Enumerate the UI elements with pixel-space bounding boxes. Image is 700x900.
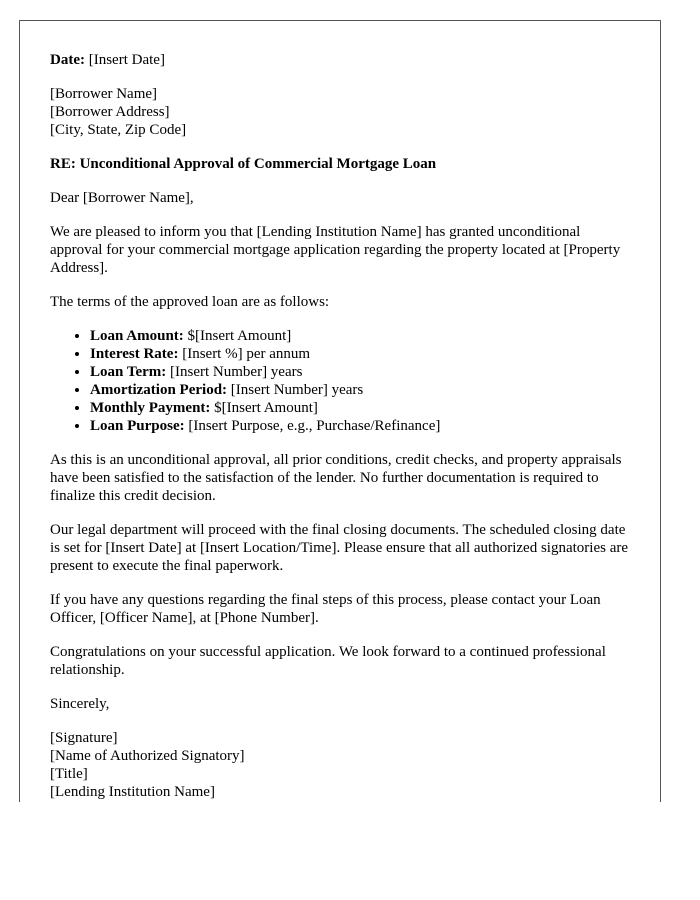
term-value: [Insert %] per annum <box>182 346 311 362</box>
subject-line <box>50 155 630 173</box>
signature-block <box>50 729 630 801</box>
salutation: Dear [Borrower Name], <box>50 190 194 206</box>
date-label: Date: <box>50 52 85 68</box>
signatory-title: [Title] <box>50 766 88 782</box>
signatory-institution: [Lending Institution Name] <box>50 784 215 800</box>
conditions-paragraph: As this is an unconditional approval, all prior conditions, credit checks, and property appraisals have been satisfied to the satisfaction of the lender. No further documentation is required to finalize this credit decision. <box>50 452 622 504</box>
subject-text: RE: Unconditional Approval of Commercial Mortgage Loan <box>50 156 437 172</box>
term-item-loan-amount <box>90 327 630 345</box>
recipient-address: [Borrower Address] <box>50 104 170 120</box>
signatory-name: [Name of Authorized Signatory] <box>50 748 245 764</box>
term-label: Amortization Period: <box>90 382 228 398</box>
signature: [Signature] <box>50 730 118 746</box>
closing-paragraph: Our legal department will proceed with the final closing documents. The scheduled closing date is set for [Insert Date] at [Insert Location/Time]. Please ensure that all authorized signatories are present to execute the final paperwork. <box>50 522 628 574</box>
recipient-city-state-zip: [City, State, Zip Code] <box>50 122 187 138</box>
term-value: [Insert Number] years <box>170 364 303 380</box>
recipient-block <box>50 85 630 139</box>
contact-paragraph: If you have any questions regarding the final steps of this process, please contact your Loan Officer, [Officer Name], at [Phone Number]. <box>50 592 601 626</box>
term-item-monthly-payment <box>90 399 630 417</box>
terms-list <box>50 327 630 435</box>
valediction: Sincerely, <box>50 696 110 712</box>
term-value: [Insert Purpose, e.g., Purchase/Refinance] <box>188 418 441 434</box>
terms-intro: The terms of the approved loan are as follows: <box>50 294 330 310</box>
letter <box>19 20 661 802</box>
date-value: [Insert Date] <box>88 52 165 68</box>
term-item-amortization-period <box>90 381 630 399</box>
term-value: $[Insert Amount] <box>214 400 318 416</box>
recipient-name: [Borrower Name] <box>50 86 158 102</box>
term-value: [Insert Number] years <box>230 382 364 398</box>
term-label: Loan Amount: <box>90 328 184 344</box>
date-line <box>50 51 630 69</box>
intro-paragraph: We are pleased to inform you that [Lending Institution Name] has granted unconditional approval for your commercial mortgage application regarding the property located at [Property Address]. <box>50 224 621 276</box>
term-item-interest-rate <box>90 345 630 363</box>
term-label: Monthly Payment: <box>90 400 211 416</box>
term-label: Interest Rate: <box>90 346 179 362</box>
term-label: Loan Purpose: <box>90 418 185 434</box>
term-value: $[Insert Amount] <box>187 328 292 344</box>
term-label: Loan Term: <box>90 364 167 380</box>
term-item-loan-purpose <box>90 417 630 435</box>
congrats-paragraph: Congratulations on your successful application. We look forward to a continued professional relationship. <box>50 644 606 678</box>
term-item-loan-term <box>90 363 630 381</box>
